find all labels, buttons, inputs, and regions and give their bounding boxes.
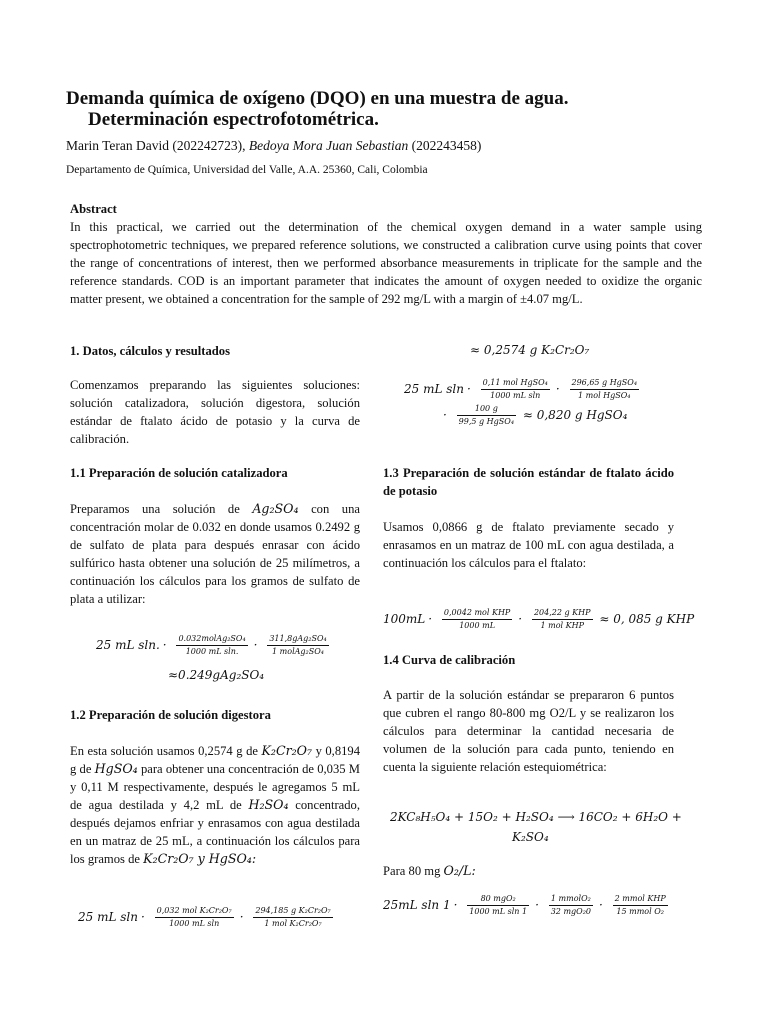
s12-equation-2-cont: · $\frac{100 g}{\text{99,5 g HgSO₄}}$ ≈ 0,820 g HgSO₄ [443, 404, 628, 426]
s13-fraction-1: $\frac{\text{0,0042 mol KHP}}{1000 mL}$ [443, 608, 511, 630]
reaction-line-2: K₂SO₄ [512, 830, 549, 844]
section-1-4-heading: 1.4 Curva de calibración [383, 653, 516, 667]
s11-fraction-1: $\frac{\text{0.032molAg₂SO₄}}{\text{1000 mL sln.}}$ [178, 634, 246, 656]
s12-fraction-2: $\frac{\text{294,185 g K₂Cr₂O₇}}{\text{1 mol K₂Cr₂O₇}}$ [255, 906, 331, 928]
reaction-line-1: 2KC₈H₅O₄ + 15O₂ + H₂SO₄ ⟶ 16CO₂ + 6H₂O + [390, 810, 682, 824]
title-line-2: Determinación espectrofotométrica. [88, 109, 379, 130]
s12-result-1: ≈ 0,2574 g K₂Cr₂O₇ [470, 343, 590, 357]
s12-formula-end: K₂Cr₂O₇ y HgSO₄: [143, 851, 257, 866]
s13-fraction-2: $\frac{\text{204,22 g KHP}}{\text{1 mol KHP}}$ [533, 608, 591, 630]
section-1-1-heading: 1.1 Preparación de solución catalizadora [70, 466, 288, 480]
author-2-id: (202243458) [411, 138, 482, 153]
author-2: Bedoya Mora Juan Sebastian [248, 138, 409, 153]
s12-formula-k2cr2o7: K₂Cr₂O₇ [261, 743, 313, 758]
section-1-2-heading: 1.2 Preparación de solución digestora [70, 708, 271, 722]
authors [66, 138, 481, 154]
s11-text-a: Preparamos una solución de [70, 502, 240, 516]
s11-fraction-2: $\frac{\text{311,8gAg₂SO₄}}{\text{1 molAg₂SO₄}}$ [269, 634, 327, 656]
s13-equation: 100mL · $\frac{\text{0,0042 mol KHP}}{1000 mL}$ · $\frac{\text{204,22 g KHP}}{\text{1 mol KHP}}$ ≈ 0, 085 g KHP [383, 608, 695, 630]
s11-text-b: con una concentración molar de 0.032 en donde usamos 0.2492 g de sulfato de plata para después enrasar con ácido sulfúrico hasta obtener una solución de 25 milímetros, a continuación los cálculos para los gramos de sulfato de plata a utilizar: [70, 502, 360, 606]
s14-equation: 25mL sln 1 · $\frac{\text{80 mgO₂}}{\text{1000 mL sln 1}}$ · $\frac{\text{1 mmolO₂}}{\text{32 mgO₂0}}$ · $\frac{\text{2 mmol KHP}}{\text{15 mmol O₂}}$ [383, 894, 666, 916]
title-line-1: Demanda química de oxígeno (DQO) en una muestra de agua. [66, 88, 569, 109]
section-1-3-body: Usamos 0,0866 g de ftalato previamente secado y enrasamos en un matraz de 100 mL con agua destilada, a continuación los cálculos para el ftalato: [383, 520, 674, 570]
s13-result: ≈ 0, 085 g KHP [599, 612, 695, 626]
s12-fraction-5: $\frac{100 g}{\text{99,5 g HgSO₄}}$ [458, 404, 515, 426]
s12-fraction-3: $\frac{\text{0,11 mol HgSO₄}}{\text{1000 mL sln}}$ [482, 378, 548, 400]
s14-fraction-3: $\frac{\text{2 mmol KHP}}{\text{15 mmol O₂}}$ [614, 894, 666, 916]
abstract-body: In this practical, we carried out the determination of the chemical oxygen demand in a water sample using spectrophotometric techniques, we prepared reference solutions, we constructed a calibration curve using points that cover the range of concentrations of interest, then we performed absorbance measurements in triplicate for the sample and the reference standards. COD is an important parameter that indicates the amount of oxygen needed to oxidize the organic matter present, we obtained a concentration for the sample of 292 mg/L with a margin of ±4.07 mg/L. [70, 220, 702, 306]
section-1-2-body: En esta solución usamos 0,2574 g de K₂Cr₂O₇ y 0,8194 g de HgSO₄ para obtener una concentración de 0,035 M y 0,11 M respectivamente, después le agregamos 5 mL de agua destilada y 4,2 mL de H₂SO₄ concentrado, después dejamos enfriar y enrasamos con agua destilada en un matraz de 25 mL, a continuación los cálculos para los gramos de K₂Cr₂O₇ y HgSO₄: [70, 743, 361, 866]
author-1: Marin Teran David (202242723), [66, 138, 246, 153]
s12-formula-h2so4: H₂SO₄ [248, 797, 289, 812]
s12-result-2: ≈ 0,820 g HgSO₄ [522, 408, 628, 422]
s12-fraction-1: $\frac{\text{0,032 mol K₂Cr₂O₇}}{\text{1000 mL sln}}$ [156, 906, 232, 928]
s14-fraction-2: $\frac{\text{1 mmolO₂}}{\text{32 mgO₂0}}$ [550, 894, 592, 916]
s12-fraction-4: $\frac{\text{296,65 g HgSO₄}}{\text{1 mol HgSO₄}}$ [571, 378, 638, 400]
abstract [70, 200, 702, 308]
section-1-4-body: A partir de la solución estándar se prepararon 6 puntos que cubren el rango 80-800 mg O2/L y se realizaron los cálculos para determinar la cantidad necesaria de volumen de la solución para cada punto, teniendo en cuenta la siguiente relación estequiométrica: [383, 688, 674, 774]
s11-result: ≈0.249gAg₂SO₄ [168, 668, 265, 682]
s14-para: Para 80 mg O₂/L: [383, 863, 476, 878]
section-1-intro: Comenzamos preparando las siguientes soluciones: solución catalizadora, solución digestora, solución estándar de ftalato ácido de potasio y la curva de calibración. [70, 378, 360, 446]
paper-title [66, 88, 666, 130]
s11-eq-lead: 25 mL sln. [96, 638, 160, 652]
abstract-heading: Abstract [70, 202, 117, 216]
s12-equation-2: 25 mL sln · $\frac{\text{0,11 mol HgSO₄}}{\text{1000 mL sln}}$ · $\frac{\text{296,65 g HgSO₄}}{\text{1 mol HgSO₄}}$ [404, 378, 638, 400]
section-1-heading: 1. Datos, cálculos y resultados [70, 344, 230, 358]
s14-fraction-1: $\frac{\text{80 mgO₂}}{\text{1000 mL sln 1}}$ [469, 894, 528, 916]
s12-equation-1: 25 mL sln · $\frac{\text{0,032 mol K₂Cr₂O₇}}{\text{1000 mL sln}}$ · $\frac{\text{294,185 g K₂Cr₂O₇}}{\text{1 mol K₂Cr₂O₇}}$ [78, 906, 331, 928]
affiliation: Departamento de Química, Universidad del Valle, A.A. 25360, Cali, Colombia [66, 164, 428, 176]
s11-equation: 25 mL sln. · $\frac{\text{0.032molAg₂SO₄}}{\text{1000 mL sln.}}$ · $\frac{\text{311,8gAg₂SO₄}}{\text{1 molAg₂SO₄}}$ [96, 634, 327, 656]
section-1-3-heading: 1.3 Preparación de solución estándar de ftalato ácido de potasio [383, 466, 674, 498]
section-1-1-body [70, 500, 360, 608]
s11-formula-ag2so4: Ag₂SO₄ [252, 501, 299, 516]
s12-formula-hgso4: HgSO₄ [94, 761, 138, 776]
